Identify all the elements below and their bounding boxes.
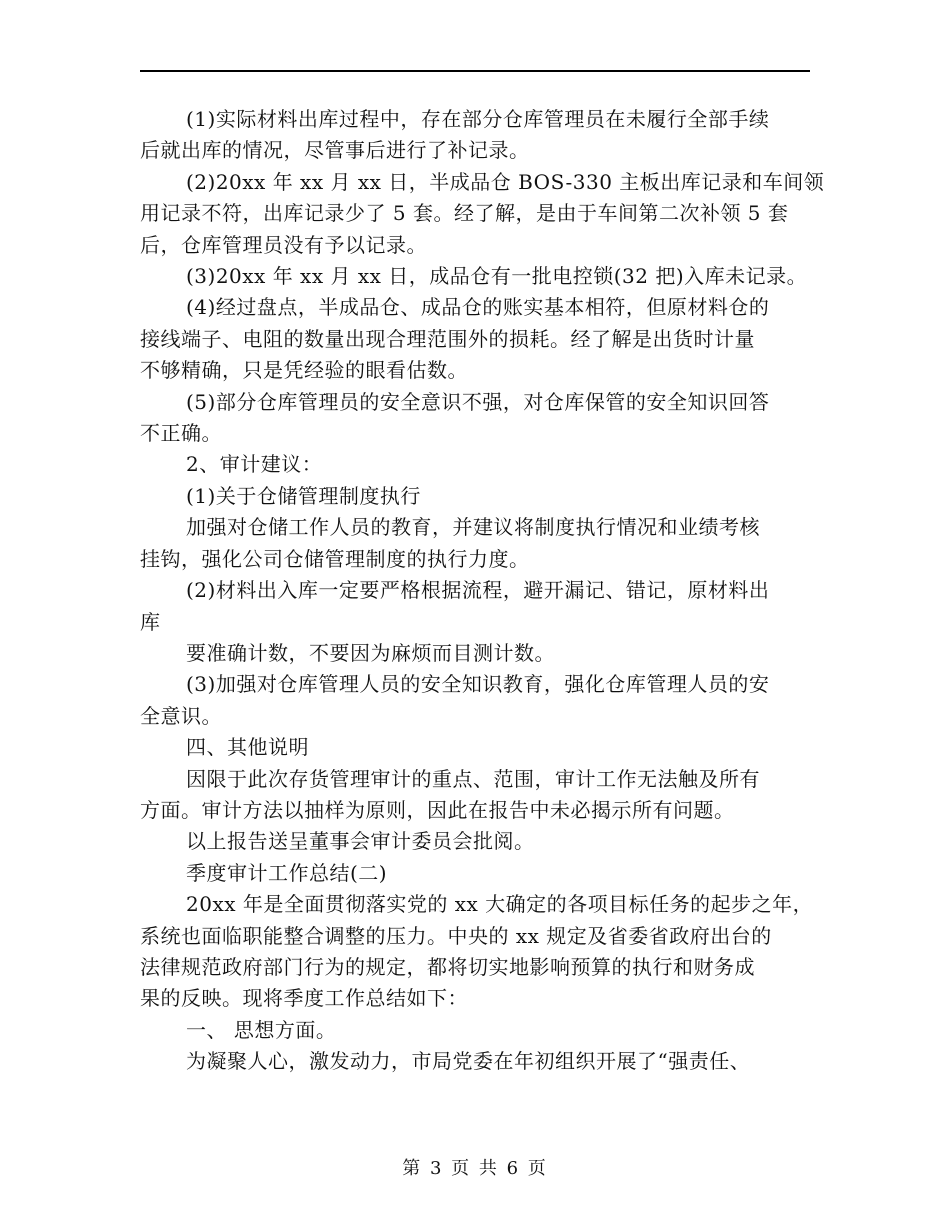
text-line: 法律规范政府部门行为的规定，都将切实地影响预算的执行和财务成 bbox=[140, 954, 755, 979]
text-line: 一、 思想方面。 bbox=[186, 1017, 337, 1042]
text-line: 系统也面临职能整合调整的压力。中央的 xx 规定及省委省政府出台的 bbox=[140, 923, 772, 948]
text-line: 果的反映。现将季度工作总结如下： bbox=[140, 986, 468, 1011]
header-rule bbox=[140, 70, 810, 72]
text-line: 20xx 年是全面贯彻落实党的 xx 大确定的各项目标任务的起步之年， bbox=[186, 892, 814, 917]
text-line: 用记录不符，出库记录少了 5 套。经了解，是由于车间第二次补领 5 套 bbox=[140, 201, 789, 226]
text-line: (3)加强对仓库管理人员的安全知识教育，强化仓库管理人员的安 bbox=[186, 672, 770, 697]
text-line: (1)关于仓储管理制度执行 bbox=[186, 483, 421, 508]
text-line: 为凝聚人心，激发动力，市局党委在年初组织开展了“强责任、 bbox=[186, 1049, 751, 1074]
text-line: (4)经过盘点，半成品仓、成品仓的账实基本相符，但原材料仓的 bbox=[186, 295, 770, 320]
text-line: (1)实际材料出库过程中，存在部分仓库管理员在未履行全部手续 bbox=[186, 107, 770, 131]
text-line: 因限于此次存货管理审计的重点、范围，审计工作无法触及所有 bbox=[186, 766, 760, 791]
text-line: 挂钩，强化公司仓储管理制度的执行力度。 bbox=[140, 546, 530, 571]
page-footer: 第 3 页 共 6 页 bbox=[402, 1158, 548, 1179]
text-line: (2)20xx 年 xx 月 xx 日，半成品仓 BOS-330 主板出库记录和车间领 bbox=[186, 169, 825, 194]
text-line: 加强对仓储工作人员的教育，并建议将制度执行情况和业绩考核 bbox=[186, 515, 760, 540]
text-line: 不够精确，只是凭经验的眼看估数。 bbox=[140, 358, 468, 383]
text-line: 全意识。 bbox=[140, 703, 222, 728]
text-line: 要准确计数，不要因为麻烦而目测计数。 bbox=[186, 640, 555, 665]
text-line: 四、其他说明 bbox=[186, 735, 309, 760]
text-line: 方面。审计方法以抽样为原则，因此在报告中未必揭示所有问题。 bbox=[140, 797, 735, 822]
text-line: 季度审计工作总结(二) bbox=[186, 860, 388, 885]
text-line: 2、审计建议： bbox=[186, 452, 323, 477]
text-line: 后，仓库管理员没有予以记录。 bbox=[140, 232, 427, 257]
text-line: 接线端子、电阻的数量出现合理范围外的损耗。经了解是出货时计量 bbox=[140, 326, 755, 351]
text-line: 后就出库的情况，尽管事后进行了补记录。 bbox=[140, 138, 530, 163]
text-line: (3)20xx 年 xx 月 xx 日，成品仓有一批电控锁(32 把)入库未记录。 bbox=[186, 264, 808, 289]
text-line: (2)材料出入库一定要严格根据流程，避开漏记、错记，原材料出 bbox=[186, 578, 770, 603]
text-line: 库 bbox=[140, 609, 161, 634]
text-line: 不正确。 bbox=[140, 421, 222, 446]
text-line: (5)部分仓库管理员的安全意识不强，对仓库保管的安全知识回答 bbox=[186, 389, 770, 414]
document-body bbox=[140, 104, 825, 1078]
text-line: 以上报告送呈董事会审计委员会批阅。 bbox=[186, 829, 535, 854]
